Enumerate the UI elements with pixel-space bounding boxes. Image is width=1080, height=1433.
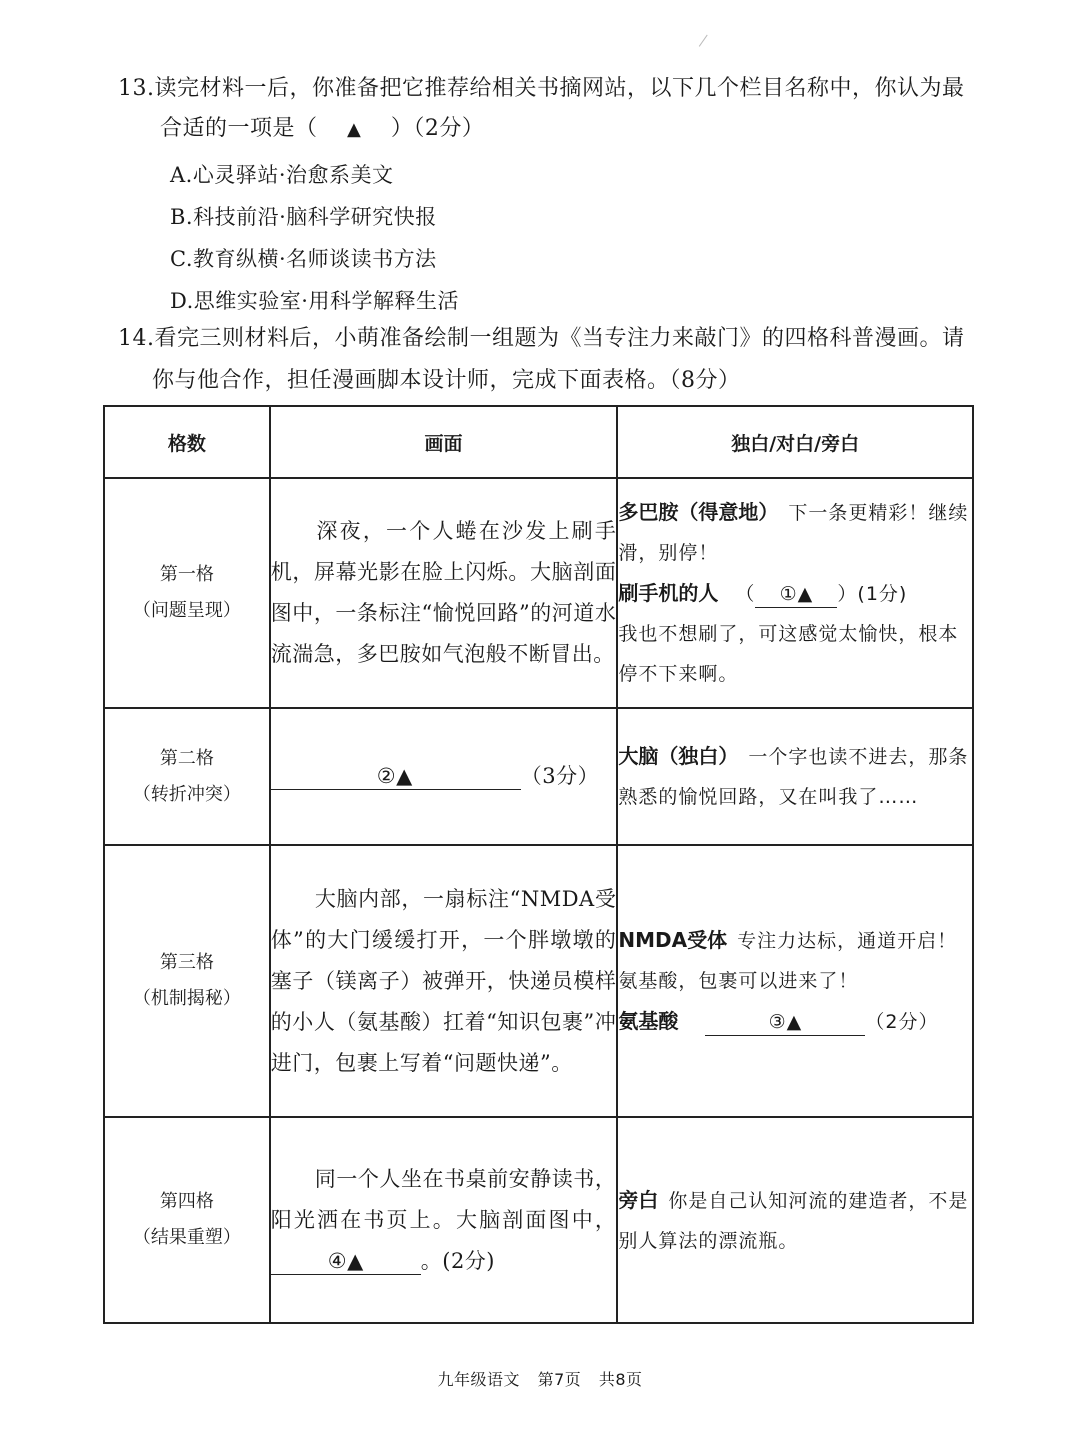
blank-score: ）(1分): [837, 583, 908, 605]
panel-stage: （机制揭秘）: [132, 988, 241, 1009]
page-footer: [0, 1367, 1080, 1390]
panel-label: [104, 1117, 270, 1323]
q14-stem-line2: 你与他合作，担任漫画脚本设计师，完成下面表格。（8分）: [152, 368, 741, 393]
panel-stage: （转折冲突）: [132, 783, 241, 805]
dialogue-cell: [617, 478, 973, 708]
q13-option-b: B.科技前沿·脑科学研究快报: [170, 205, 437, 229]
panel-number: 第一格: [159, 564, 214, 585]
panel-label: [104, 845, 270, 1117]
q13-option-d: D.思维实验室·用科学解释生活: [170, 289, 459, 313]
q13-stem-line2: [160, 118, 484, 141]
q14-stem-line1: 14.看完三则材料后，小萌准备绘制一组题为《当专注力来敲门》的四格科普漫画。请: [118, 326, 965, 351]
answer-blank-2[interactable]: ②▲: [269, 763, 521, 790]
header-scene: 画面: [270, 406, 618, 478]
table-row: [104, 708, 973, 845]
speaker-role: 刷手机的人: [618, 581, 719, 605]
panel-number: 第三格: [159, 952, 214, 973]
stray-pen-mark: [699, 35, 714, 52]
dialogue-cell: [617, 845, 973, 1117]
q13-stem-post: ）（2分）: [390, 116, 485, 141]
blank-score: （2分）: [865, 1011, 939, 1033]
footer-page: 第7页: [537, 1370, 582, 1389]
comic-script-table: [103, 405, 974, 1324]
speech-text: 下一条更精彩！继续滑，别停！: [618, 502, 969, 564]
panel-stage: （问题呈现）: [132, 600, 241, 621]
answer-triangle-icon: ▲: [347, 119, 362, 140]
speaker-role: 旁白: [618, 1187, 659, 1212]
panel-label: [104, 478, 270, 708]
header-dialogue: 独白/对白/旁白: [617, 406, 973, 478]
dialogue-cell: [617, 708, 973, 845]
scene-text: 同一个人坐在书桌前安静读书，阳光洒在书页上。大脑剖面图中，: [270, 1166, 617, 1232]
header-panel-number: 格数: [104, 406, 270, 478]
table-header-row: [104, 406, 973, 478]
dialogue-line: [618, 492, 972, 573]
scene-text: 大脑内部，一扇标注“NMDA受体”的大门缓缓打开，一个胖墩墩的塞子（镁离子）被弹开，快递员模样的小人（氨基酸）扛着“知识包裹”冲进门，包裹上写着“问题快递”。: [270, 886, 617, 1075]
speaker-role: 多巴胺（得意地）: [618, 500, 779, 524]
footer-subject: 九年级语文: [437, 1370, 520, 1389]
table-row: [104, 478, 973, 708]
speaker-role: 大脑（独白）: [618, 744, 739, 768]
blank-score: （3分）: [520, 764, 600, 788]
scene-description: [270, 708, 618, 845]
speech-text: 专注力达标，通道开启！氨基酸，包裹可以进来了！: [618, 930, 958, 992]
speech-text: 一个字也读不进去，那条熟悉的愉悦回路，又在叫我了……: [618, 746, 969, 808]
panel-stage: （结果重塑）: [132, 1227, 241, 1248]
footer-total: 共8页: [598, 1370, 643, 1389]
table-row: [104, 845, 973, 1117]
panel-number: 第四格: [159, 1191, 214, 1212]
answer-blank-4[interactable]: ④▲: [271, 1248, 421, 1275]
blank-score: 。(2分): [420, 1248, 495, 1273]
blank-open-paren: （: [735, 583, 756, 605]
q13-option-c: C.教育纵横·名师谈读书方法: [170, 247, 437, 271]
speaker-role: NMDA受体: [618, 928, 728, 952]
scene-text: 深夜，一个人蜷在沙发上刷手机，屏幕光影在脸上闪烁。大脑剖面图中，一条标注“愉悦回路”的河道水流湍急，多巴胺如气泡般不断冒出。: [270, 519, 617, 666]
speech-text: 你是自己认知河流的建造者，不是别人算法的漂流瓶。: [618, 1189, 969, 1252]
answer-blank-1[interactable]: ①▲: [755, 581, 837, 608]
panel-number: 第二格: [159, 747, 214, 769]
scene-description: [270, 1117, 618, 1323]
dialogue-line: [618, 573, 972, 614]
answer-blank-3[interactable]: ③▲: [705, 1009, 865, 1036]
speaker-role: 氨基酸: [618, 1009, 679, 1033]
panel-label: [104, 708, 270, 845]
table-row: [104, 1117, 973, 1323]
dialogue-line: [618, 920, 972, 1001]
q13-option-a: A.心灵驿站·治愈系美文: [170, 163, 394, 187]
scene-description: [270, 845, 618, 1117]
dialogue-cell: [617, 1117, 973, 1323]
dialogue-line: [618, 1001, 972, 1042]
q13-stem-line1: 13.读完材料一后，你准备把它推荐给相关书摘网站，以下几个栏目名称中，你认为最: [118, 76, 965, 101]
speech-text: 我也不想刷了，可这感觉太愉快，根本停不下来啊。: [618, 623, 959, 685]
q13-stem-pre: 合适的一项是（: [160, 116, 318, 141]
scene-description: [270, 478, 618, 708]
